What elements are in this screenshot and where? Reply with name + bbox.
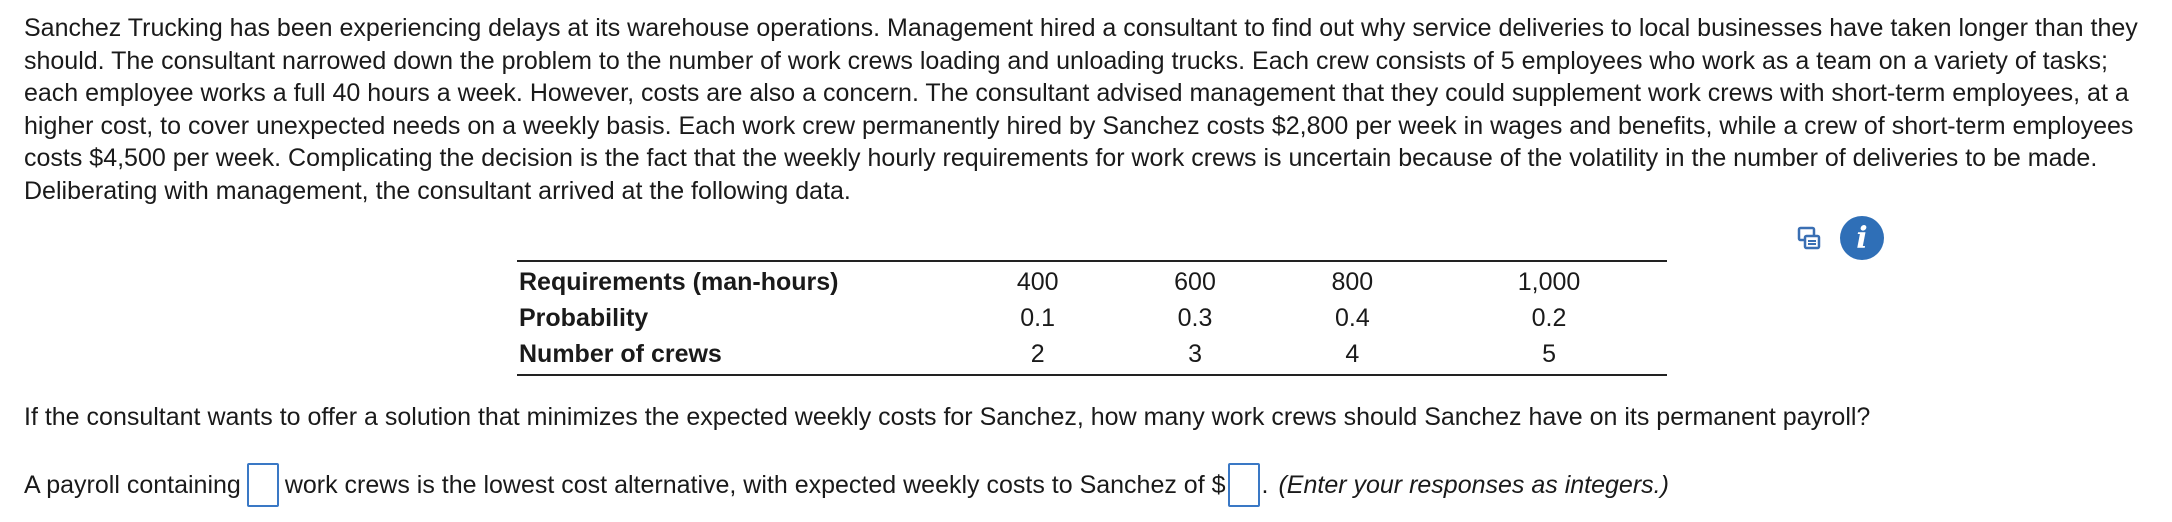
question-text: If the consultant wants to offer a solution that minimizes the expected weekly costs for Sanchez, how many work crews should Sanchez have on its permanent payroll? [24, 403, 1871, 431]
data-table [517, 260, 1667, 376]
table-cell: 1,000 [1517, 267, 1581, 296]
row-label: Number of crews [519, 339, 722, 368]
answer-line [24, 463, 1669, 507]
table-row-crews [517, 336, 1667, 375]
info-icon[interactable]: i [1840, 216, 1884, 260]
copy-icon[interactable] [1796, 225, 1822, 251]
problem-statement: Sanchez Trucking has been experiencing delays at its warehouse operations. Management hired a consultant to find out why service deliveries to local businesses have taken longer than they should. The consultant narrowed down the problem to the number of work crews loading and unloading trucks. Each crew consists of 5 employees who work as a team on a variety of tasks; each employee works a full 40 hours a week. However, costs are also a concern. The consultant advised management that they could supplement work crews with short-term employees, at a higher cost, to cover unexpected needs on a weekly basis. Each work crew permanently hired by Sanchez costs $2,800 per week in wages and benefits, while a crew of short-term employees costs $4,500 per week. Complicating the decision is the fact that the weekly hourly requirements for work crews is uncertain because of the volatility in the number of deliveries to be made. Deliberating with management, the consultant arrived at the following data. [24, 14, 2138, 205]
answer-suffix: . [1261, 470, 1269, 499]
table-cell: 0.2 [1531, 303, 1567, 332]
table-cell: 600 [1174, 267, 1216, 296]
table-cell: 4 [1345, 339, 1360, 368]
row-label: Requirements (man-hours) [519, 267, 839, 296]
answer-middle: work crews is the lowest cost alternative, with expected weekly costs to Sanchez of $ [284, 470, 1226, 499]
table-cell: 3 [1188, 339, 1202, 368]
table-cell: 0.1 [1020, 303, 1056, 332]
cost-answer-input[interactable] [1228, 463, 1260, 507]
table-cell: 0.4 [1334, 303, 1370, 332]
table-row-probability [517, 300, 1667, 336]
table-cell: 400 [1016, 267, 1059, 296]
answer-prefix: A payroll containing [24, 470, 241, 499]
table-toolbar [1796, 216, 1884, 260]
row-label: Probability [519, 303, 649, 332]
table-cell: 5 [1542, 339, 1556, 368]
table-cell: 0.3 [1177, 303, 1213, 332]
table-row-requirements [517, 261, 1667, 300]
table-cell: 2 [1030, 339, 1045, 368]
answer-hint: (Enter your responses as integers.) [1278, 470, 1669, 499]
table-cell: 800 [1331, 267, 1374, 296]
crews-answer-input[interactable] [247, 463, 279, 507]
